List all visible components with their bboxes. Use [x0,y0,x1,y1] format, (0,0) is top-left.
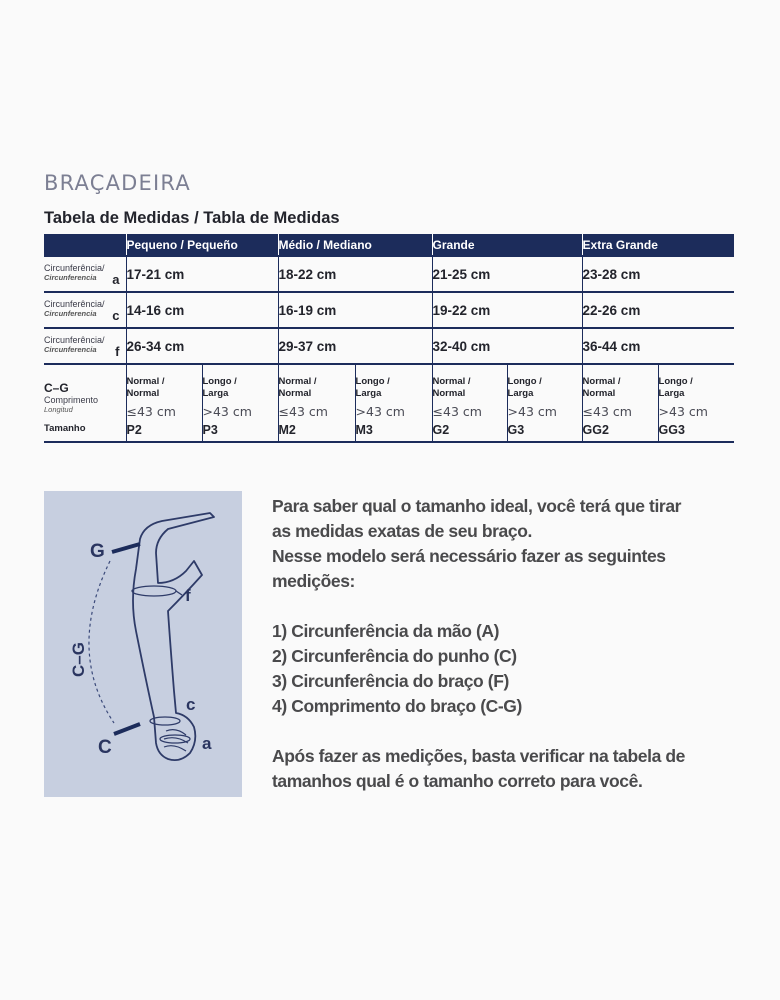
step-item: 2) Circunferência do punho (C) [272,646,517,666]
cg-measure-arc [89,561,114,723]
label-g: G [90,541,105,562]
size-code: P2 [126,422,142,437]
header-size-m: Médio / Mediano [278,234,432,256]
table-cell: 14-16 cm [126,292,278,328]
table-cell: 36-44 cm [582,328,734,364]
row-label-a: Circunferência/ Circunferencia a [44,256,126,292]
step-item: 1) Circunferência da mão (A) [272,621,500,641]
header-blank [44,234,126,256]
step-item: 3) Circunferência do braço (F) [272,671,509,691]
outro-line: tamanhos qual é o tamanho correto para você. [272,771,643,791]
outro-line: Após fazer as medições, basta verificar na tabela de [272,746,686,766]
header-size-g: Grande [432,234,582,256]
size-code: G2 [432,422,450,437]
measure-letter-f: f [115,344,120,359]
row-label-f: Circunferência/ Circunferencia f [44,328,126,364]
instructions [272,494,752,794]
size-code: G3 [507,422,525,437]
intro-line: medições: [272,571,355,591]
size-code: GG3 [658,422,685,437]
label-c-end: C [98,737,112,758]
measure-letter-c: c [112,308,120,323]
size-code: M2 [278,422,296,437]
intro-line: Para saber qual o tamanho ideal, você terá que tirar [272,496,682,516]
length-cell-g3: Longo / Larga >43 cm G3 [507,364,582,442]
arm-diagram [44,491,242,797]
label-c: c [186,695,196,714]
length-cell-gg3: Longo / Larga >43 cm GG3 [658,364,734,442]
arm-illustration [44,491,242,797]
length-cell-g2: Normal / Normal ≤43 cm G2 [432,364,507,442]
row-label-length: C–G Comprimento Longitud Tamanho [44,364,126,442]
table-row-a [44,256,734,292]
table-cell: 32-40 cm [432,328,582,364]
f-arrow [176,591,182,595]
table-header-row [44,234,734,256]
g-marker [112,544,140,552]
table-title: Tabela de Medidas / Tabla de Medidas [44,209,340,227]
size-table [44,234,734,443]
length-cell-p3: Longo / Larga >43 cm P3 [202,364,278,442]
header-size-gg: Extra Grande [582,234,734,256]
size-code: GG2 [582,422,609,437]
label-cg: C–G [69,642,88,677]
table-cell: 22-26 cm [582,292,734,328]
table-cell: 23-28 cm [582,256,734,292]
table-row-length [44,364,734,442]
length-cell-p2: Normal / Normal ≤43 cm P2 [126,364,202,442]
size-label: Tamanho [44,422,86,434]
header-size-p: Pequeno / Pequeño [126,234,278,256]
intro-line: as medidas exatas de seu braço. [272,521,532,541]
length-cell-m3: Longo / Larga >43 cm M3 [355,364,432,442]
c-marker [114,724,140,734]
table-cell: 19-22 cm [432,292,582,328]
size-code: P3 [202,422,218,437]
table-cell: 16-19 cm [278,292,432,328]
table-cell: 26-34 cm [126,328,278,364]
page-title: BRAÇADEIRA [44,171,191,195]
length-cell-gg2: Normal / Normal ≤43 cm GG2 [582,364,658,442]
f-measure-loop [132,586,176,596]
step-item: 4) Comprimento do braço (C-G) [272,696,522,716]
table-row-c [44,292,734,328]
label-a: a [202,734,212,753]
table-cell: 21-25 cm [432,256,582,292]
table-cell: 17-21 cm [126,256,278,292]
table-cell: 18-22 cm [278,256,432,292]
intro-line: Nesse modelo será necessário fazer as seguintes [272,546,666,566]
table-row-f [44,328,734,364]
row-label-c: Circunferência/ Circunferencia c [44,292,126,328]
length-code: C–G [44,380,69,395]
arm-outline [133,513,214,760]
measure-letter-a: a [112,272,120,287]
table-cell: 29-37 cm [278,328,432,364]
size-code: M3 [355,422,373,437]
hand-fingers [164,730,188,751]
length-cell-m2: Normal / Normal ≤43 cm M2 [278,364,355,442]
label-f: f [185,586,191,605]
